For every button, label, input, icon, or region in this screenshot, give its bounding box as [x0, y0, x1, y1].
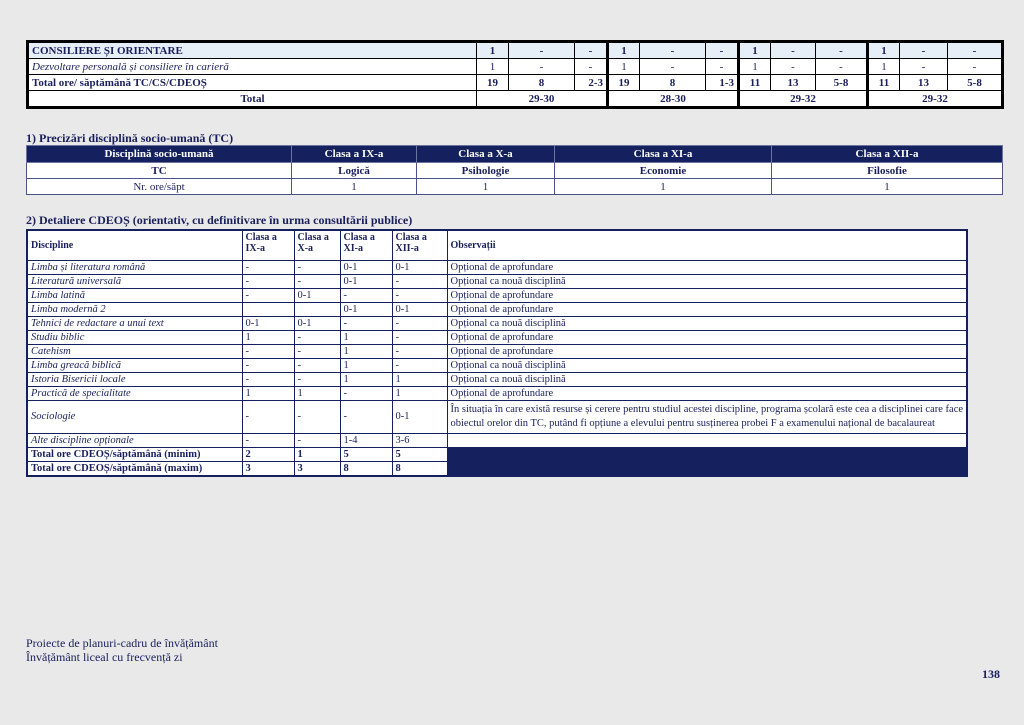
dark-filler: [447, 447, 967, 476]
cell: Economie: [555, 163, 772, 179]
cell: 8: [392, 461, 447, 476]
table-row: [27, 316, 967, 330]
cell: 19: [477, 75, 509, 91]
table-row: [27, 302, 967, 316]
cell: 0-1: [392, 302, 447, 316]
header-cell: Discipline: [27, 230, 242, 260]
cell: Logică: [292, 163, 417, 179]
table-row: [27, 288, 967, 302]
cell: -: [816, 59, 868, 75]
header-cell: Disciplină socio-umană: [27, 146, 292, 163]
row-label: CONSILIERE ȘI ORIENTARE: [28, 42, 477, 59]
cell: -: [392, 344, 447, 358]
cell: -: [242, 260, 294, 274]
socio-uman-table: [26, 145, 1003, 195]
discipline-name: Studiu biblic: [27, 330, 242, 344]
cell: -: [294, 274, 340, 288]
table-row: [27, 344, 967, 358]
cell: Filosofie: [772, 163, 1003, 179]
cell: 1: [340, 330, 392, 344]
discipline-name: Limba și literatura română: [27, 260, 242, 274]
cell: -: [294, 260, 340, 274]
cell: -: [509, 59, 575, 75]
cell: 5: [340, 447, 392, 461]
cell: -: [948, 59, 1003, 75]
header-cell: Observații: [447, 230, 967, 260]
cell: 19: [608, 75, 640, 91]
table-row: [27, 358, 967, 372]
observation: În situația în care există resurse și cerere pentru studiul acestei discipline, programa școlară este cea a disciplinei care face obiectul orelor din TC, putând fi opțiune a elevului pentru susținerea probei F a examenului național de bacalaureat: [447, 400, 967, 433]
cell: 1: [417, 179, 555, 195]
cell: 1: [477, 42, 509, 59]
cell: 1: [294, 447, 340, 461]
cell: -: [948, 42, 1003, 59]
cell: 1: [242, 330, 294, 344]
cell: 8: [509, 75, 575, 91]
discipline-name: Alte discipline opționale: [27, 433, 242, 447]
section1-heading: 1) Precizări disciplină socio-umană (TC): [26, 131, 234, 145]
cell: 0-1: [294, 288, 340, 302]
cell: 3: [294, 461, 340, 476]
cell: 1: [340, 358, 392, 372]
cell: 3-6: [392, 433, 447, 447]
cell: -: [575, 42, 608, 59]
cell: -: [771, 59, 816, 75]
discipline-name: Limba greacă biblică: [27, 358, 242, 372]
cell: -: [509, 42, 575, 59]
cell: 2-3: [575, 75, 608, 91]
observation: Opțional de aprofundare: [447, 330, 967, 344]
cell: 0-1: [340, 260, 392, 274]
discipline-name: Limba modernă 2: [27, 302, 242, 316]
row-sociologie: [27, 400, 967, 433]
cell: 2: [242, 447, 294, 461]
page-number: 138: [982, 667, 1000, 681]
cell: 1: [608, 42, 640, 59]
cdeos-table: [26, 229, 968, 477]
cell: -: [340, 316, 392, 330]
discipline-name: Catehism: [27, 344, 242, 358]
cell: -: [900, 59, 948, 75]
cell: 8: [640, 75, 706, 91]
cell: 11: [739, 75, 771, 91]
cell: 1: [477, 59, 509, 75]
cell: 0-1: [340, 302, 392, 316]
cell: 0-1: [340, 274, 392, 288]
cell: 0-1: [294, 316, 340, 330]
row-label: Total ore/ săptămână TC/CS/CDEOȘ: [28, 75, 477, 91]
cell: -: [706, 42, 739, 59]
cell: -: [340, 288, 392, 302]
row-label: Dezvoltare personală și consiliere în carieră: [28, 59, 477, 75]
cell: -: [242, 274, 294, 288]
cell: -: [294, 400, 340, 433]
footer-line2: Învățământ liceal cu frecvență zi: [26, 650, 183, 664]
cell: [242, 302, 294, 316]
header-cell: Clasa a X-a: [294, 230, 340, 260]
row-total: [28, 91, 1003, 108]
cell: -: [392, 288, 447, 302]
footer-line1: Proiecte de planuri-cadru de învățământ: [26, 636, 218, 650]
observation: Opțional de aprofundare: [447, 288, 967, 302]
cell: 1: [292, 179, 417, 195]
cell: -: [392, 330, 447, 344]
discipline-name: Total ore CDEOȘ/săptămână (minim): [27, 447, 242, 461]
cell: 1: [242, 386, 294, 400]
observation: Opțional ca nouă disciplină: [447, 372, 967, 386]
footer: [26, 636, 218, 664]
cell: -: [392, 274, 447, 288]
cell: -: [816, 42, 868, 59]
observation: Opțional ca nouă disciplină: [447, 358, 967, 372]
header-cell: Clasa a IX-a: [242, 230, 294, 260]
cell: -: [771, 42, 816, 59]
cell: -: [392, 358, 447, 372]
header-cell: Clasa a XI-a: [340, 230, 392, 260]
observation: Opțional ca nouă disciplină: [447, 316, 967, 330]
discipline-name: Limba latină: [27, 288, 242, 302]
cell: 0-1: [242, 316, 294, 330]
cell: -: [242, 344, 294, 358]
header-cell: Clasa a XII-a: [772, 146, 1003, 163]
cell: 1: [392, 372, 447, 386]
cell: -: [294, 344, 340, 358]
row-alte: [27, 433, 967, 447]
cell: -: [294, 372, 340, 386]
cell: -: [242, 400, 294, 433]
row-tc: [27, 163, 1003, 179]
discipline-name: Tehnici de redactare a unui text: [27, 316, 242, 330]
table-row: [27, 274, 967, 288]
cell: [294, 302, 340, 316]
total-x: 28-30: [608, 91, 739, 108]
total-xii: 29-32: [868, 91, 1003, 108]
total-label: Total: [28, 91, 477, 108]
cell: 1: [340, 372, 392, 386]
cell: -: [242, 433, 294, 447]
discipline-name: Literatură universală: [27, 274, 242, 288]
total-ix: 29-30: [477, 91, 608, 108]
table-row: [27, 330, 967, 344]
cell: 5-8: [816, 75, 868, 91]
section2-heading: 2) Detaliere CDEOȘ (orientativ, cu definitivare în urma consultării publice): [26, 213, 413, 227]
cell: Psihologie: [417, 163, 555, 179]
cell: -: [242, 358, 294, 372]
cell: 1-3: [706, 75, 739, 91]
row-consiliere: [28, 42, 1003, 59]
discipline-name: Sociologie: [27, 400, 242, 433]
cell: 1: [868, 59, 900, 75]
header-cell: Clasa a XI-a: [555, 146, 772, 163]
cell: 1: [608, 59, 640, 75]
cell: 1: [739, 42, 771, 59]
cell: -: [242, 288, 294, 302]
row-dezvoltare: [28, 59, 1003, 75]
discipline-name: Practică de specialitate: [27, 386, 242, 400]
cell: 11: [868, 75, 900, 91]
cell: 1: [392, 386, 447, 400]
header-cell: Clasa a X-a: [417, 146, 555, 163]
cell: 0-1: [392, 400, 447, 433]
cell: 3: [242, 461, 294, 476]
table-row: [27, 372, 967, 386]
cell: -: [294, 358, 340, 372]
discipline-name: Istoria Bisericii locale: [27, 372, 242, 386]
observation: Opțional de aprofundare: [447, 260, 967, 274]
cell: -: [294, 433, 340, 447]
cell: -: [242, 372, 294, 386]
row-hours: [27, 179, 1003, 195]
cell: 8: [340, 461, 392, 476]
total-xi: 29-32: [739, 91, 868, 108]
header-cell: Clasa a IX-a: [292, 146, 417, 163]
cell: -: [900, 42, 948, 59]
discipline-name: Total ore CDEOȘ/săptămână (maxim): [27, 461, 242, 476]
observation: Opțional ca nouă disciplină: [447, 274, 967, 288]
cell: 13: [771, 75, 816, 91]
cell: 1-4: [340, 433, 392, 447]
cell: -: [640, 42, 706, 59]
cell: -: [640, 59, 706, 75]
cell: -: [706, 59, 739, 75]
header-cell: Clasa a XII-a: [392, 230, 447, 260]
cell: 1: [340, 344, 392, 358]
cell: 1: [868, 42, 900, 59]
cell: 1: [294, 386, 340, 400]
observation: Opțional de aprofundare: [447, 344, 967, 358]
cell: Nr. ore/săpt: [27, 179, 292, 195]
observation: Opțional de aprofundare: [447, 302, 967, 316]
cell: -: [294, 330, 340, 344]
header-row: [27, 146, 1003, 163]
cell: 13: [900, 75, 948, 91]
cell: TC: [27, 163, 292, 179]
cell: 1: [555, 179, 772, 195]
header-row: [27, 230, 967, 260]
cell: -: [340, 400, 392, 433]
table-row: [27, 386, 967, 400]
hours-summary-table: [26, 40, 1004, 109]
row-total-ore: [28, 75, 1003, 91]
observation-empty: [447, 433, 967, 447]
cell: 5: [392, 447, 447, 461]
observation: Opțional de aprofundare: [447, 386, 967, 400]
cell: 0-1: [392, 260, 447, 274]
cell: 5-8: [948, 75, 1003, 91]
table-row: [27, 260, 967, 274]
cell: -: [575, 59, 608, 75]
cell: -: [392, 316, 447, 330]
row-total-min: [27, 447, 967, 461]
cell: 1: [772, 179, 1003, 195]
cell: 1: [739, 59, 771, 75]
cell: -: [340, 386, 392, 400]
